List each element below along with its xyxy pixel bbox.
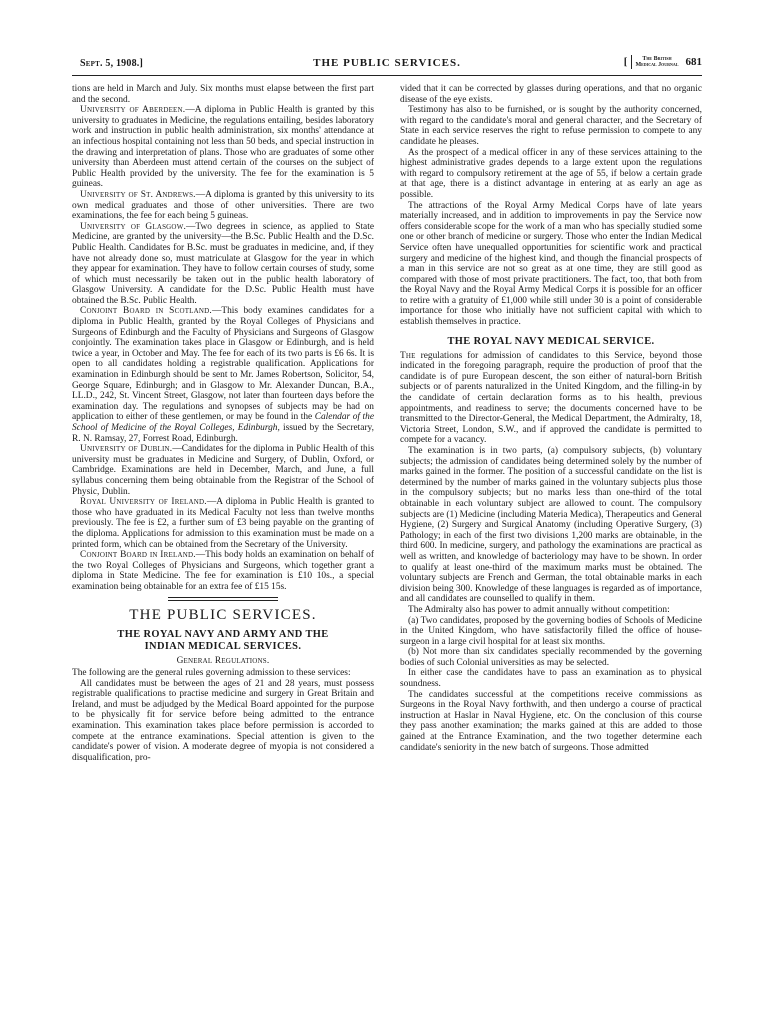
paragraph (400, 351, 702, 446)
paragraph-glasgow (72, 222, 374, 307)
calendar-title: Calendar of the School of Medicine of the Royal Colleges, Edinburgh, (72, 412, 374, 433)
paragraph-text: —A diploma is granted by this university to its own medical graduates and those of other universities. There are two examinations, the fee for each being 5 guineas. (72, 189, 374, 222)
header-date: Sept. 5, 1908.] (80, 58, 144, 69)
paragraph: (a) Two candidates, proposed by the governing bodies of Schools of Medicine in the United Kingdom, who have satisfactorily filled the office of house-surgeon in a large civil hospital for at least six months. (400, 615, 702, 647)
paragraph-text: —A diploma in Public Health is granted to those who have graduated in its Medical Faculty not less than twelve months previously. The fee is £2, a further sum of £3 being payable on the granting of the diploma. Applications for admission to this examination must be made on a printed form, which can be obtained from the Secretary of the University. (72, 497, 375, 550)
paragraph-text: —Candidates for the diploma in Public Health of this university must be graduates in Medicine and Surgery, of Dublin, Oxford, or Cambridge. Examinations are held in December, March, and June, a full syllabus concerning them being obtainable from the Registrar of the School of Physic, Dublin. (72, 444, 374, 497)
paragraph-conjoint-scotland (72, 306, 374, 444)
page-header (72, 54, 702, 76)
paragraph: As the prospect of a medical officer in any of these services attaining to the highest administrative grades depends to a large extent upon the regulations with regard to compulsory retirement at the age of 55, if below a certain grade at that age, there is a distinct advantage in entering at as early an age as possible. (400, 147, 702, 200)
right-column (400, 84, 702, 1014)
run-in-heading: The (400, 350, 416, 361)
paragraph-royal-university-ireland (72, 497, 374, 550)
header-section-title: THE PUBLIC SERVICES. (313, 57, 461, 69)
paragraph-st-andrews (72, 190, 374, 222)
journal-name-line1: The British (642, 56, 672, 62)
paragraph: (b) Not more than six candidates specially recommended by the governing bodies of such Colonial universities as may be selected. (400, 647, 702, 668)
sub-heading: General Regulations. (176, 655, 270, 666)
paragraph-text: —This body examines candidates for a diploma in Public Health, granted by the Royal Colleges of Physicians and Surgeons of Edinburgh and the Faculty of Physicians and Surgeons of Glasgow conjointly. The examination takes place in Glasgow or Edinburgh, and is held twice a year, in October and May. The fee for each of its two parts is £6 6s. It is open to all candidates holding a registrable qualification. Applications for examination in Edinburgh should be sent to Mr. James Robertson, Solicitor, 54, George Square, Edinburgh; and in Glasgow to Mr. Alexander Duncan, B.A., LL.D., 242, St. Vincent Street, Glasgow, not later than fourteen days before the examination day. The regulations and synopses of subjects may be had on application to either of these gentlemen, or may be found in the (72, 306, 374, 423)
run-in-heading: Conjoint Board in Ireland. (80, 550, 196, 561)
run-in-heading: University of Glasgow. (80, 221, 187, 232)
article-title (72, 629, 374, 653)
paragraph: tions are held in March and July. Six months must elapse between the first part and the second. (72, 84, 374, 105)
paragraph-aberdeen (72, 105, 374, 190)
header-journal (624, 55, 702, 69)
page-body (72, 84, 702, 1014)
paragraph: vided that it can be corrected by glasses during operations, and that no organic disease of the eye exists. (400, 84, 702, 105)
page-number: 681 (685, 56, 702, 68)
section-divider (168, 597, 278, 601)
journal-name-line2: Medical Journal (635, 62, 679, 68)
paragraph-text: —A diploma in Public Health is granted by this university to graduates in Medicine, the regulations entailing, besides laboratory work and instruction in public health administration, six months' attendance at an infectious hospital containing not less than 50 beds, and special instruction in the drawing and interpretation of plans. Those who are graduates of some other university than Aberdeen must attend certain of the courses on the subject of Public Health provided by the university. The fee for the examination is 5 guineas. (72, 105, 374, 190)
article-title-line1: THE ROYAL NAVY AND ARMY AND THE (117, 628, 329, 640)
run-in-heading: University of Aberdeen. (80, 105, 186, 116)
paragraph: The candidates successful at the competitions receive commissions as Surgeons in the Royal Navy forthwith, and then undergo a course of practical instruction at Haslar in Naval Hygiene, etc. On the conclusion of this course they pass another examination; the marks gained at this are added to those gained at the Entrance Examination, and the two together determine each candidate's seniority in the new batch of surgeons. Those admitted (400, 689, 702, 753)
paragraph-text: regulations for admission of candidates to this Service, beyond those indicated in the foregoing paragraph, require the production of proof that the candidate is of pure European descent, the son either of natural-born British subjects or of parents naturalized in the United Kingdom, and the filling-in by the candidate of certain declaration forms as to his health, previous appointments, and readiness to serve; the documents concerned have to be transmitted to the Director-General, the Medical Department, the Admiralty, 18, Victoria Street, London, S.W., and if approved the candidate is permitted to compete for a vacancy. (400, 350, 702, 446)
paragraph: All candidates must be between the ages of 21 and 28 years, must possess registrable qualifications to practise medicine and surgery in Great Britain and Ireland, and must be adjudged by the Medical Board appointed for the purpose to be physically fit for service before being admitted to the entrance examination. This examination takes place before permission is accorded to compete at the entrance examinations. Special attention is given to the candidate's power of vision. A moderate degree of myopia is not considered a disqualification, pro- (72, 678, 374, 763)
paragraph-conjoint-ireland (72, 550, 374, 592)
paragraph: The examination is in two parts, (a) compulsory subjects, (b) voluntary subjects; the admission of candidates being determined solely by the number of marks gained in the former. The position of a successful candidate on the list is determined by the number of marks gained in the voluntary subjects plus those in the compulsory subjects; but no marks less than one-third of the total obtainable in each voluntary subject are allowed to count. The compulsory subjects are (1) Medicine (including Materia Medica), Therapeutics and General Hygiene, (2) Surgery and Surgical Anatomy (including Operative Surgery, (3) Pathology; in each of the first two divisions 1,200 marks are obtainable, in the third 600. In medicine, surgery, and pathology the examinations are practical as well as written, and knowledge of bacteriology may have to be shown. In order to qualify at least one-third of the maximum marks must be obtained. The voluntary subjects are French and German, the total obtainable marks in each division being 300. Knowledge of these languages is regarded as of importance, and all candidates are counselled to qualify in them. (400, 446, 702, 605)
article-title-line2: INDIAN MEDICAL SERVICES. (144, 640, 302, 652)
paragraph-text: issued by the Secretary, R. N. Ramsay, 27, Forrest Road, Edinburgh. (72, 423, 374, 444)
journal-name (631, 55, 681, 69)
journal-page (72, 54, 702, 1014)
journal-bracket: [ (623, 56, 628, 68)
section-title: THE PUBLIC SERVICES. (129, 606, 317, 623)
paragraph-text: —Two degrees in science, as applied to State Medicine, are granted by the university—the B.Sc. Public Health and the D.Sc. Public Health. Candidates for B.Sc. must be graduates in medicine, and, if they have not already done so, must matriculate at Glasgow for the year in which they appear for examination. They have to follow certain courses of study, some of which must necessarily be taken out in the public health laboratory of Glasgow University. A candidate for the D.Sc. Public Health must have obtained the B.Sc. Public Health. (72, 221, 374, 306)
paragraph: The following are the general rules governing admission to these services: (72, 668, 351, 679)
paragraph-text: —This body holds an examination on behalf of the two Royal Colleges of Physicians and Surgeons, which together grant a diploma in State Medicine. The fee for examination is £10 10s., a special examination being obtainable for an extra fee of £15 15s. (72, 550, 374, 592)
paragraph: Testimony has also to be furnished, or is sought by the authority concerned, with regard to the candidate's moral and general character, and the Secretary of State in each service reserves the right to refuse permission to compete to any candidate he pleases. (400, 105, 702, 147)
run-in-heading: University of Dublin. (80, 444, 173, 455)
run-in-heading: Conjoint Board in Scotland. (80, 306, 212, 317)
navy-section-title: THE ROYAL NAVY MEDICAL SERVICE. (447, 335, 655, 347)
paragraph: The Admiralty also has power to admit annually without competition: (408, 604, 670, 615)
left-column (72, 84, 374, 1014)
run-in-heading: Royal University of Ireland. (80, 497, 207, 508)
paragraph: The attractions of the Royal Army Medical Corps have of late years materially increased, and in addition to improvements in pay the Service now offers considerable scope for the work of a man who has specially studied some one or other branch of medicine or surgery. Those who enter the Indian Medical Service often have unequalled opportunities for scientific work and practical surgery and medicine of the highest kind, and though the financial prospects of a man in this service are not so great as at one time, they are still good as compared with those of most private practitioners. The fact, too, that both from the Royal Navy and the Royal Army Medical Corps it is possible for an officer to retire with a gratuity of £1,000 while still under 30 is a point of considerable importance for those who initially have not sufficient capital with which to establish themselves in practice. (400, 200, 702, 328)
run-in-heading: University of St. Andrews. (80, 189, 196, 200)
paragraph-dublin (72, 444, 374, 497)
paragraph: In either case the candidates have to pass an examination as to physical soundness. (400, 668, 702, 690)
